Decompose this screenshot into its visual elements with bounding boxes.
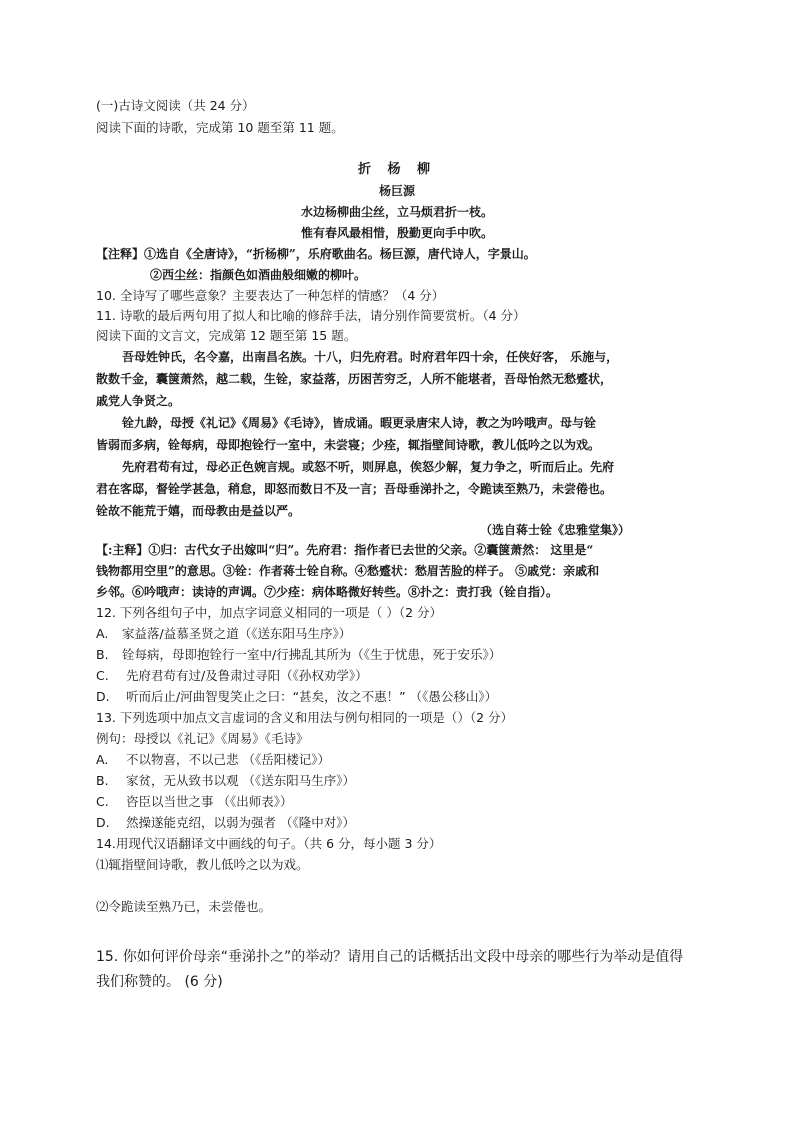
prose-para-1-line-2: 散数千金，囊箧萧然，越二载，生铨，家益落，历困苦穷乏，人所不能堪者，吾母怡然无愁蹙状， bbox=[96, 372, 613, 386]
q12-option-a bbox=[96, 624, 351, 644]
prose-para-2-line-2: 皆弱而多病，铨每病，母即抱铨行一室中，未尝寝；少痊，辄指壁间诗歌，教儿低吟之以为戏。 bbox=[96, 438, 601, 452]
q12-option-d bbox=[96, 687, 497, 707]
poem-line-2: 惟有春风最相惜，殷勤更向手中吹。 bbox=[300, 226, 493, 240]
section-header: (一)古诗文阅读（共 24 分） bbox=[96, 98, 255, 113]
option-key: B. bbox=[96, 773, 109, 788]
q14-sentence-2: ⑵令跪读至熟乃已，未尝倦也。 bbox=[96, 899, 272, 914]
poem-line-1: 水边杨柳曲尘丝，立马烦君折一枝。 bbox=[300, 205, 493, 219]
prose-para-2-line-1: 铨九龄，母授《礼记》《周易》《毛诗》，皆成诵。暇更录唐宋人诗，教之为吟哦声。母与铨 bbox=[122, 416, 597, 430]
poem-title: 折 杨 柳 bbox=[357, 162, 437, 177]
option-text: 家贫，无从致书以观 （《送东阳马生序》） bbox=[122, 773, 355, 788]
option-text: 听而后止/河曲智叟笑止之曰：“甚矣，汝之不惠！” （《愚公移山》） bbox=[122, 689, 498, 704]
poem-note-1: 【注释】①选自《全唐诗》，“折杨柳”，乐府歌曲名。杨巨源，唐代诗人，字景山。 bbox=[96, 247, 536, 261]
option-key: A. bbox=[96, 626, 109, 641]
q13-option-a bbox=[96, 750, 330, 770]
option-text: 先府君苟有过/及鲁肃过寻阳（《孙权劝学》） bbox=[122, 668, 368, 683]
option-key: A. bbox=[96, 752, 109, 767]
question-14-stem: 14.用现代汉语翻译文中画线的句子。（共 6 分，每小题 3 分） bbox=[96, 836, 442, 851]
option-key: C. bbox=[96, 794, 109, 809]
q13-example: 例句：母授以《礼记》《周易》《毛诗》 bbox=[96, 731, 309, 746]
option-key: B. bbox=[96, 647, 109, 662]
option-text: 然操遂能克绍，以弱为强者 （《隆中对》） bbox=[122, 815, 355, 830]
option-text: 家益落/益慕圣贤之道（《送东阳马生序》） bbox=[122, 626, 352, 641]
option-text: 咨臣以当世之事 （《出师表》） bbox=[122, 794, 293, 809]
q13-option-b bbox=[96, 771, 355, 791]
q14-sentence-1: ⑴辄指壁间诗歌，教儿低吟之以为戏。 bbox=[96, 857, 309, 872]
option-key: C. bbox=[96, 668, 109, 683]
prose-source: （选自蒋士铨《忠雅堂集》） bbox=[480, 523, 631, 537]
option-text: 铨每病，母即抱铨行一室中/行拂乱其所为（《生于忧患，死于安乐》） bbox=[122, 647, 502, 662]
question-12-stem: 12. 下列各组句子中，加点字词意义相同的一项是（ ）（2 分） bbox=[96, 605, 443, 620]
question-15-line-1: 15. 你如何评价母亲“垂涕扑之”的举动？请用自己的话概括出文段中母亲的哪些行为举动是值得 bbox=[96, 949, 684, 965]
poem-instruction: 阅读下面的诗歌，完成第 10 题至第 11 题。 bbox=[96, 120, 344, 135]
question-13-stem: 13. 下列选项中加点文言虚词的含义和用法与例句相同的一项是（）（2 分） bbox=[96, 710, 514, 725]
prose-para-3-line-1: 先府君苟有过，母必正色婉言规。或怒不听，则屏息，俟怒少解，复力争之，听而后止。先府 bbox=[122, 460, 615, 474]
prose-note-line-1: 【:主释】①归：古代女子出嫁叫“归”。先府君：指作者已去世的父亲。②囊箧萧然： 这里是“ bbox=[96, 543, 594, 557]
q12-option-c bbox=[96, 666, 368, 686]
question-11: 11. 诗歌的最后两句用了拟人和比喻的修辞手法，请分别作简要赏析。（4 分） bbox=[96, 308, 526, 323]
q13-option-c bbox=[96, 792, 292, 812]
option-key: D. bbox=[96, 815, 110, 830]
poem-note-2: ②西尘丝：指颜色如酒曲般细嫩的柳叶。 bbox=[150, 268, 367, 282]
q12-option-b bbox=[96, 645, 501, 665]
prose-note-line-3: 乡邻。⑥吟哦声：读诗的声调。⑦少痊：病体略微好转些。⑧扑之：责打我（铨自指）。 bbox=[96, 585, 559, 599]
prose-instruction: 阅读下面的文言文，完成第 12 题至第 15 题。 bbox=[96, 328, 357, 343]
question-15-line-2: 我们称赞的。 (6 分) bbox=[96, 974, 223, 990]
prose-note-line-2: 钱物都用空里”的意思。③铨：作者蒋士铨自称。④愁蹙状：愁眉苦脸的样子。 ⑤戚党：亲戚和 bbox=[96, 564, 600, 578]
q13-option-d bbox=[96, 813, 355, 833]
question-10: 10. 全诗写了哪些意象？主要表达了一种怎样的情感？（4 分） bbox=[96, 288, 445, 303]
prose-para-3-line-3: 铨故不能荒于嬉，而母教由是益以严。 bbox=[96, 504, 301, 518]
prose-para-1-line-1: 吾母姓钟氏，名令嘉，出南昌名族。十八，归先府君。时府君年四十余，任侠好客， 乐施与， bbox=[122, 350, 619, 364]
prose-para-1-line-3: 戚党人争贤之。 bbox=[96, 394, 181, 408]
prose-para-3-line-2: 君在客邸，督铨学甚急，稍怠，即怒而数日不及一言；吾母垂涕扑之，令跪读至熟乃，未尝倦也。 bbox=[96, 482, 613, 496]
option-key: D. bbox=[96, 689, 110, 704]
option-text: 不以物喜，不以己悲 （《岳阳楼记》） bbox=[122, 752, 330, 767]
poem-author: 杨巨源 bbox=[378, 184, 415, 198]
